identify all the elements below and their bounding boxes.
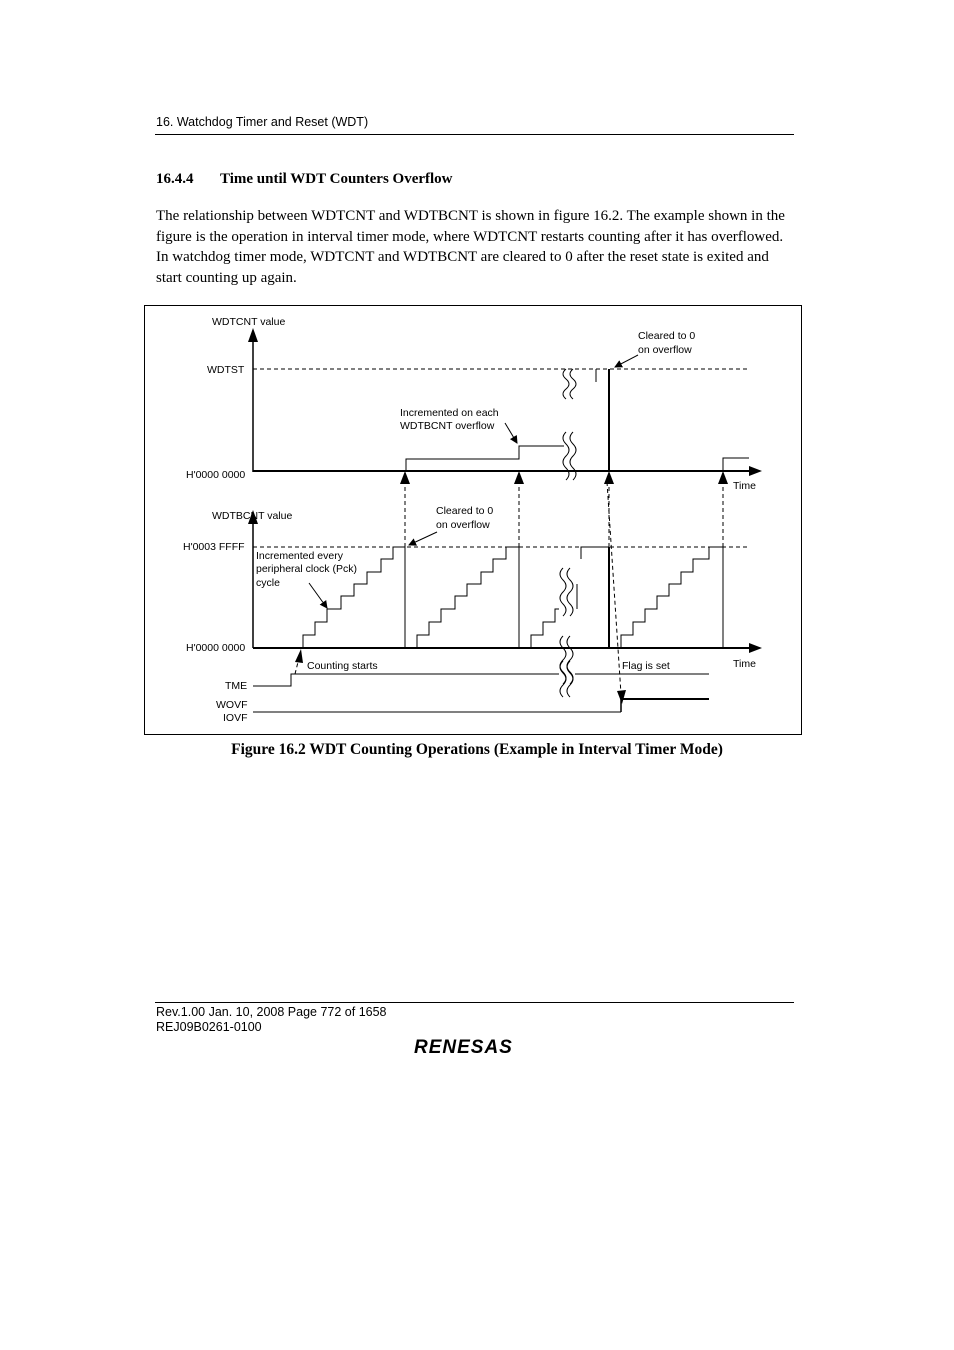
wdtbcnt-axes [248, 510, 762, 653]
section-heading [156, 171, 453, 188]
header-rule [155, 134, 794, 135]
running-header: 16. Watchdog Timer and Reset (WDT) [156, 115, 369, 129]
wdt-timing-diagram [145, 306, 801, 734]
footer-doc-number: REJ09B0261-0100 [156, 1020, 262, 1034]
figure-box [144, 305, 802, 735]
footer-revision: Rev.1.00 Jan. 10, 2008 Page 772 of 1658 [156, 1005, 387, 1019]
label-wdtbcnt-zero: H'0000 0000 [186, 642, 246, 654]
tme-trace [253, 674, 709, 686]
label-tme: TME [225, 680, 248, 692]
renesas-logo-text: RENESAS [414, 1037, 513, 1058]
label-time-bottom: Time [733, 658, 756, 670]
label-cleared-top-2: on overflow [638, 344, 692, 356]
label-wdtcnt-zero: H'0000 0000 [186, 469, 246, 481]
label-wdtcnt-value: WDTCNT value [212, 316, 286, 328]
label-cleared-top-1: Cleared to 0 [638, 330, 696, 342]
label-wdtbcnt-max: H'0003 FFFF [183, 541, 245, 553]
renesas-logo [412, 1034, 536, 1058]
label-incremented-each-2: WDTBCNT overflow [400, 420, 495, 432]
callout-lines [309, 355, 638, 608]
label-wdtst: WDTST [207, 364, 245, 376]
section-number: 16.4.4 [156, 171, 194, 187]
label-time-top: Time [733, 480, 756, 492]
label-incremented-each-1: Incremented on each [400, 407, 499, 419]
label-counting-starts: Counting starts [307, 660, 378, 672]
label-incremented-every-1: Incremented every [256, 550, 343, 562]
label-wdtbcnt-value: WDTBCNT value [212, 510, 293, 522]
label-incremented-every-2: peripheral clock (Pck) [256, 563, 357, 575]
label-cleared-mid-2: on overflow [436, 519, 490, 531]
label-iovf: IOVF [223, 712, 248, 724]
label-incremented-every-3: cycle [256, 577, 280, 589]
label-cleared-mid-1: Cleared to 0 [436, 505, 494, 517]
figure-caption: Figure 16.2 WDT Counting Operations (Example in Interval Timer Mode) [231, 741, 723, 758]
section-title: Time until WDT Counters Overflow [220, 171, 453, 187]
flag-trace [253, 699, 709, 712]
wdtcnt-trace [253, 369, 749, 471]
body-paragraph: The relationship between WDTCNT and WDTBCNT is shown in figure 16.2. The example shown in the figure is the operation in interval timer mode, where WDTCNT restarts counting after it has overflowed. In watchdog timer mode, WDTCNT and WDTBCNT are cleared to 0 after the reset state is exited and start counting up again. [156, 208, 785, 287]
label-wovf: WOVF [216, 699, 248, 711]
signal-break-mark [560, 661, 573, 697]
footer-rule [155, 1002, 794, 1003]
wdtcnt-break-mark [563, 369, 576, 480]
label-flag-is-set: Flag is set [622, 660, 670, 672]
